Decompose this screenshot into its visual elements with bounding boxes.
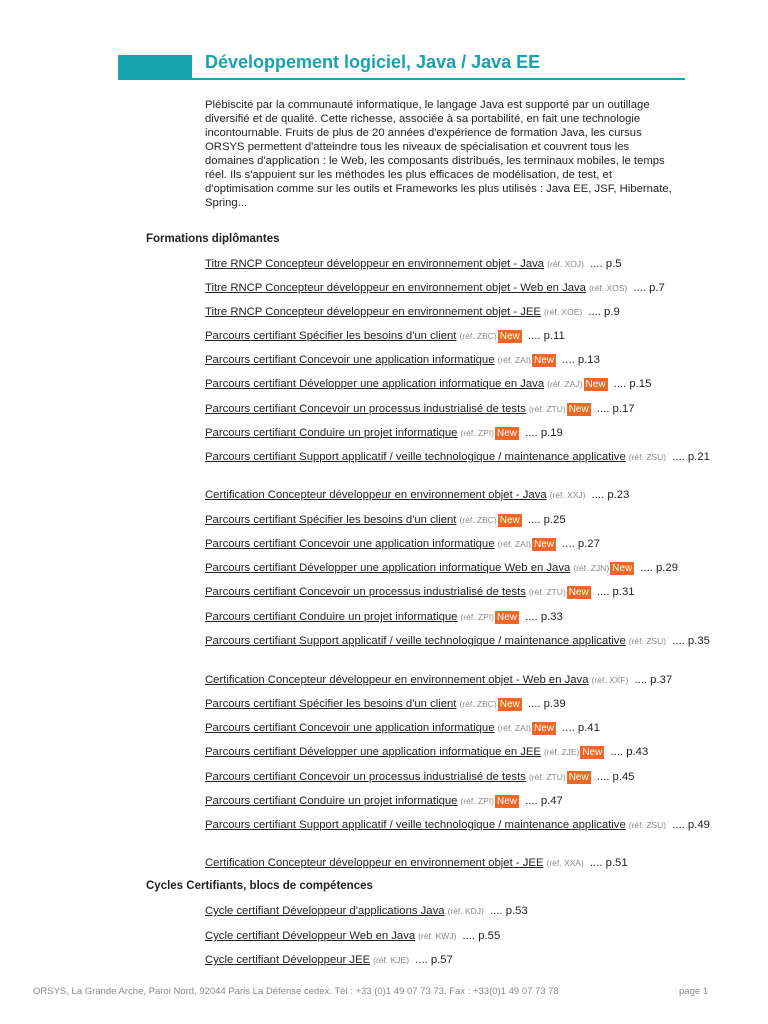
course-link[interactable]: Parcours certifiant Conduire un projet informatique: [205, 795, 458, 807]
new-badge: New: [534, 539, 555, 550]
catalog-entry: [205, 513, 710, 527]
course-ref: (réf. ZSU): [628, 452, 667, 462]
page-reference: .... p.41: [559, 722, 600, 734]
page-reference: .... p.25: [524, 514, 566, 526]
course-ref: (réf. ZSU): [628, 636, 667, 646]
course-ref: (réf. ZJE): [543, 747, 580, 757]
catalog-entry: [205, 673, 710, 687]
course-link[interactable]: Certification Concepteur développeur en environnement objet - Java: [205, 489, 547, 501]
course-link[interactable]: Certification Concepteur développeur en environnement objet - Web en Java: [205, 674, 589, 686]
page-reference: .... p.17: [593, 403, 635, 415]
catalog-entry: [205, 856, 710, 870]
catalog-entry: [205, 402, 710, 416]
page-reference: .... p.23: [588, 489, 630, 501]
new-badge: New: [499, 515, 520, 526]
intro-paragraph: Plébiscité par la communauté informatique, le langage Java est supporté par un outillage diversifié et de qualité. Cette richesse, associée à sa portabilité, en fait une technologie incontournable. Fruits de plus de 20 années d'expérience de formation Java, les cursus ORSYS permettent d'atteindre tous les niveaux de spécialisation et couvrent tous les domaines d'application : le Web, les composants distribués, les terminaux mobiles, le temps réel. Ils s'appuient sur les méthodes les plus efficaces de modélisation, de test, et d'optimisation comme sur les outils et Frameworks les plus utilisés : Java EE, JSF, Hibernate, Spring...: [205, 99, 672, 209]
course-ref: (réf. ZSU): [628, 820, 667, 830]
course-ref: (réf. ZTU): [528, 404, 566, 414]
course-link[interactable]: Parcours certifiant Spécifier les besoins d'un client: [205, 330, 457, 342]
course-link[interactable]: Parcours certifiant Support applicatif / veille technologique / maintenance applicative: [205, 819, 626, 831]
catalog-entry: [205, 537, 710, 551]
catalog-entry: [205, 329, 710, 343]
course-link[interactable]: Parcours certifiant Développer une application informatique Web en Java: [205, 562, 571, 574]
new-badge: New: [568, 772, 589, 783]
catalog-entry: [205, 488, 710, 502]
page-reference: .... p.9: [585, 306, 620, 318]
course-link[interactable]: Parcours certifiant Spécifier les besoins d'un client: [205, 698, 457, 710]
course-ref: (réf. KDJ): [447, 906, 484, 916]
course-ref: (réf. XXF): [591, 675, 629, 685]
page-reference: .... p.27: [559, 538, 600, 550]
course-link[interactable]: Parcours certifiant Concevoir une application informatique: [205, 722, 495, 734]
course-ref: (réf. ZPI): [460, 428, 494, 438]
course-ref: (réf. ZAI): [497, 539, 532, 549]
course-ref: (réf. KWJ): [418, 931, 457, 941]
course-link[interactable]: Parcours certifiant Concevoir un processus industrialisé de tests: [205, 403, 526, 415]
new-badge: New: [582, 747, 603, 758]
section-heading: Cycles Certifiants, blocs de compétences: [146, 880, 373, 892]
catalog-entry: [205, 953, 710, 967]
course-ref: (réf. ZBC): [459, 699, 497, 709]
page-reference: .... p.45: [593, 771, 635, 783]
course-link[interactable]: Titre RNCP Concepteur développeur en environnement objet - Java: [205, 258, 545, 270]
catalog-entry: [205, 377, 710, 391]
page-reference: .... p.47: [521, 795, 563, 807]
page-reference: .... p.21: [669, 451, 710, 463]
course-link[interactable]: Parcours certifiant Spécifier les besoins d'un client: [205, 514, 457, 526]
course-link[interactable]: Titre RNCP Concepteur développeur en environnement objet - JEE: [205, 306, 541, 318]
course-ref: (réf. XOS): [588, 283, 628, 293]
course-ref: (réf. ZBC): [459, 515, 497, 525]
footer-page-number: page 1: [679, 986, 709, 997]
course-ref: (réf. ZBC): [459, 331, 497, 341]
new-badge: New: [496, 428, 517, 439]
new-badge: New: [568, 404, 589, 415]
course-ref: (réf. ZTU): [528, 587, 566, 597]
course-ref: (réf. XOE): [543, 307, 583, 317]
page-reference: .... p.57: [412, 954, 453, 966]
course-link[interactable]: Parcours certifiant Conduire un projet informatique: [205, 611, 458, 623]
course-ref: (réf. XXA): [546, 858, 584, 868]
page-reference: .... p.39: [524, 698, 566, 710]
course-ref: (réf. XOJ): [547, 259, 584, 269]
catalog-entry: [205, 610, 710, 624]
page-reference: .... p.7: [630, 282, 665, 294]
course-link[interactable]: Parcours certifiant Support applicatif / veille technologique / maintenance applicative: [205, 635, 626, 647]
course-ref: (réf. KJE): [373, 955, 410, 965]
catalog-entry: [205, 257, 710, 271]
page-reference: .... p.33: [521, 611, 563, 623]
course-ref: (réf. XXJ): [549, 490, 586, 500]
course-link[interactable]: Cycle certifiant Développeur d'applications Java: [205, 905, 445, 917]
catalog-entry: [205, 450, 710, 464]
page-reference: .... p.19: [521, 427, 563, 439]
page-reference: .... p.29: [637, 562, 678, 574]
footer-address: ORSYS, La Grande Arche, Paroi Nord, 92044 Paris La Défense cedex. Tél : +33 (0)1 49 07 73 73. Fax : +33(0)1 49 07 73 78: [33, 986, 559, 997]
new-badge: New: [499, 331, 520, 342]
catalog-entry: [205, 561, 710, 575]
course-ref: (réf. ZJN): [573, 563, 610, 573]
course-link[interactable]: Parcours certifiant Support applicatif / veille technologique / maintenance applicative: [205, 451, 626, 463]
page-reference: .... p.53: [486, 905, 528, 917]
course-ref: (réf. ZAI): [497, 723, 532, 733]
page-reference: .... p.15: [610, 378, 652, 390]
page-reference: .... p.37: [631, 674, 673, 686]
course-link[interactable]: Parcours certifiant Concevoir un processus industrialisé de tests: [205, 586, 526, 598]
catalog-entry: [205, 353, 710, 367]
course-ref: (réf. ZAJ): [547, 379, 583, 389]
catalog-entry: [205, 745, 710, 759]
catalog-entry: [205, 929, 710, 943]
section-heading: Formations diplômantes: [146, 233, 280, 245]
catalog-entry: [205, 281, 710, 295]
course-ref: (réf. ZPI): [460, 612, 494, 622]
page-reference: .... p.5: [586, 258, 622, 270]
new-badge: New: [499, 699, 520, 710]
course-link[interactable]: Certification Concepteur développeur en environnement objet - JEE: [205, 857, 544, 869]
page-reference: .... p.43: [607, 746, 649, 758]
header-accent-block: [118, 55, 192, 80]
new-badge: New: [534, 723, 555, 734]
page-reference: .... p.11: [524, 330, 565, 342]
page-reference: .... p.31: [593, 586, 635, 598]
catalog-entry: [205, 770, 710, 784]
catalog-entry: [205, 904, 710, 918]
course-ref: (réf. ZPI): [460, 796, 494, 806]
catalog-entry: [205, 634, 710, 648]
course-link[interactable]: Parcours certifiant Concevoir une application informatique: [205, 354, 495, 366]
page-reference: .... p.13: [559, 354, 600, 366]
course-link[interactable]: Parcours certifiant Développer une application informatique en Java: [205, 378, 545, 390]
catalog-entry: [205, 794, 710, 808]
course-link[interactable]: Titre RNCP Concepteur développeur en environnement objet - Web en Java: [205, 282, 586, 294]
course-link[interactable]: Parcours certifiant Concevoir une application informatique: [205, 538, 495, 550]
catalog-entry: [205, 697, 710, 711]
new-badge: New: [568, 587, 589, 598]
page-reference: .... p.55: [459, 930, 501, 942]
new-badge: New: [612, 563, 633, 574]
page-reference: .... p.35: [669, 635, 710, 647]
course-link[interactable]: Parcours certifiant Développer une application informatique en JEE: [205, 746, 541, 758]
course-link[interactable]: Parcours certifiant Concevoir un processus industrialisé de tests: [205, 771, 526, 783]
page-reference: .... p.51: [586, 857, 628, 869]
page-title: Développement logiciel, Java / Java EE: [205, 52, 541, 72]
page-reference: .... p.49: [669, 819, 710, 831]
header-accent-line: [118, 78, 685, 80]
course-ref: (réf. ZAI): [497, 355, 532, 365]
course-link[interactable]: Cycle certifiant Développeur Web en Java: [205, 930, 416, 942]
new-badge: New: [496, 612, 517, 623]
catalog-entry: [205, 305, 710, 319]
course-ref: (réf. ZTU): [528, 772, 566, 782]
catalog-entry: [205, 426, 710, 440]
new-badge: New: [534, 355, 555, 366]
course-link[interactable]: Parcours certifiant Conduire un projet informatique: [205, 427, 458, 439]
course-link[interactable]: Cycle certifiant Développeur JEE: [205, 954, 371, 966]
catalog-entry: [205, 721, 710, 735]
catalog-entry: [205, 585, 710, 599]
catalog-entry: [205, 818, 710, 832]
new-badge: New: [585, 379, 606, 390]
new-badge: New: [496, 796, 517, 807]
